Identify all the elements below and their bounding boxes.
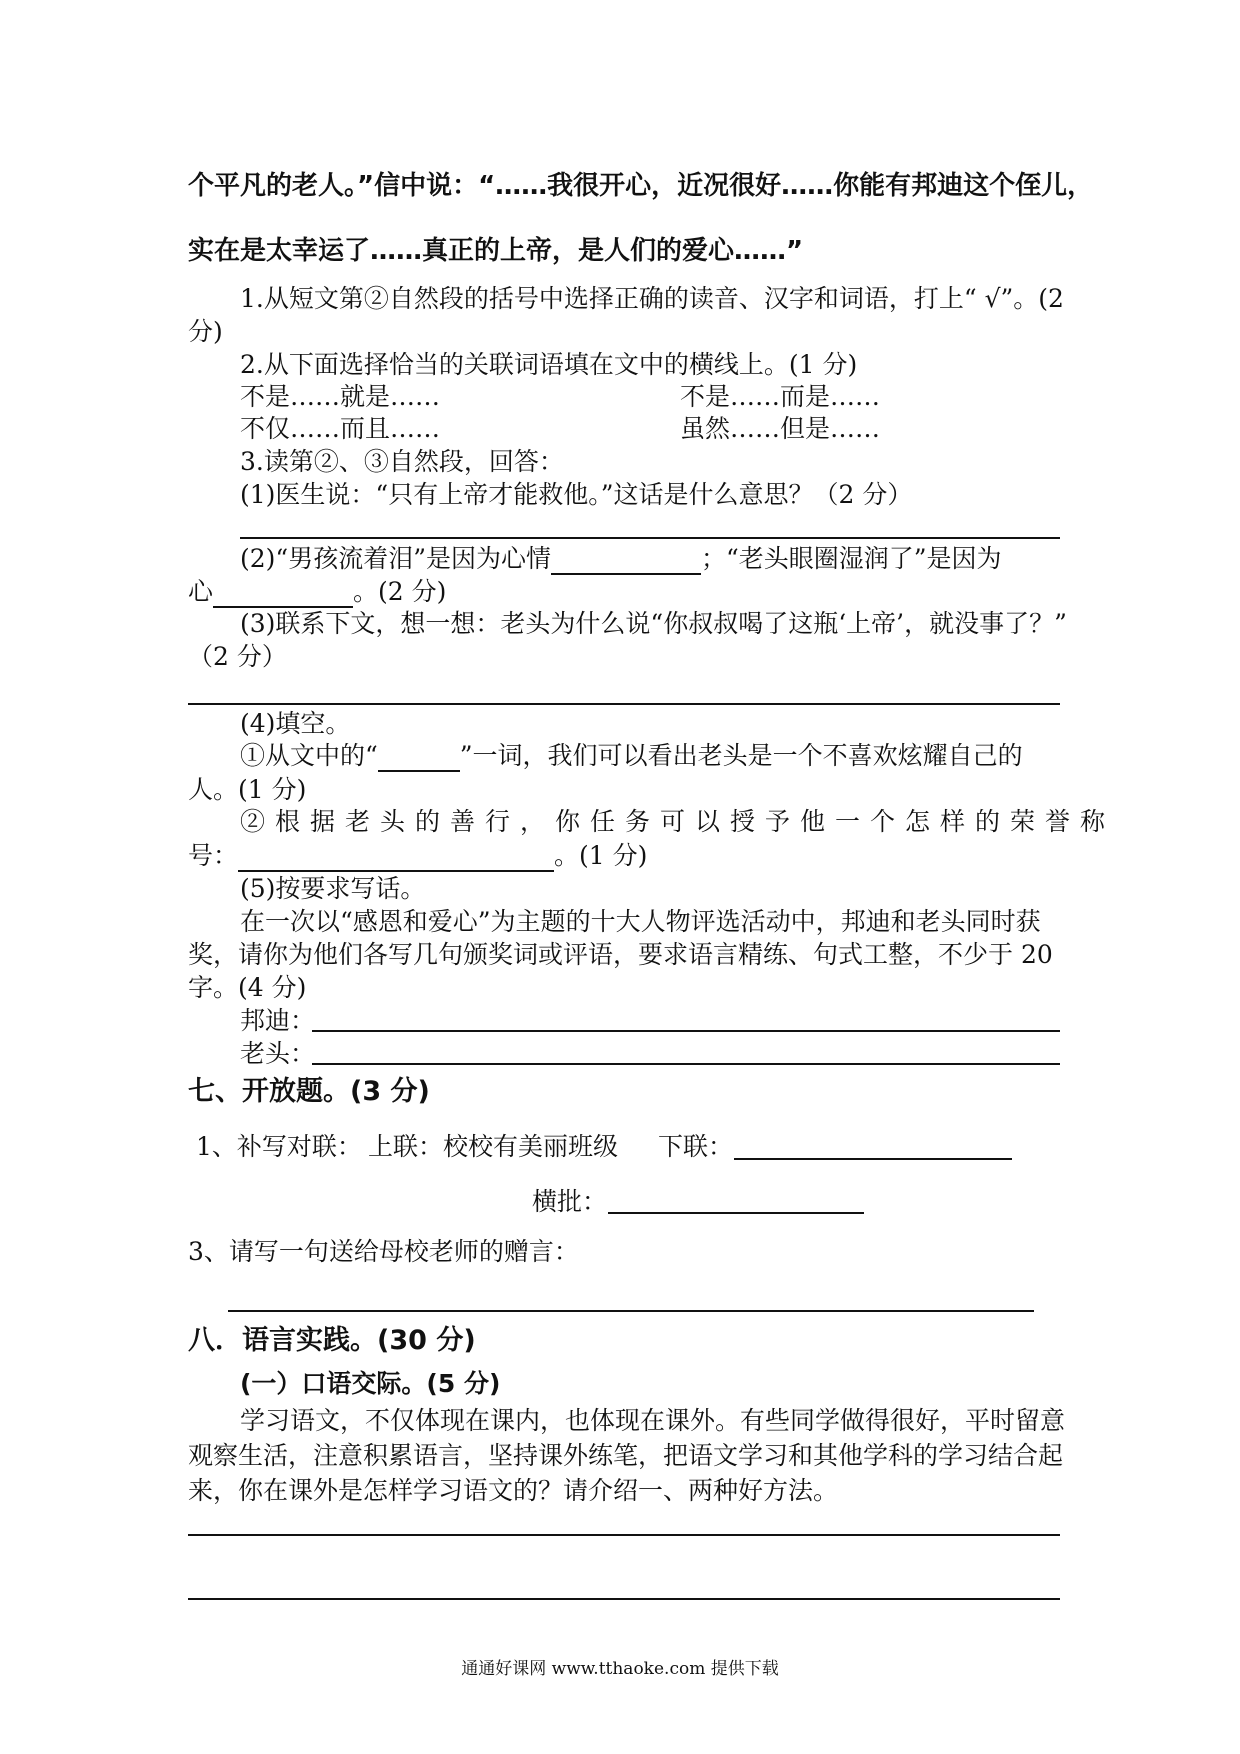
q3-sub5-line-1: 在一次以“感恩和爱心”为主题的十大人物评选活动中，邦迪和老头同时获	[240, 907, 1041, 936]
q3-sub1-answer-line[interactable]	[240, 537, 1060, 539]
q1-line-2: 分)	[188, 317, 223, 346]
q3-sub4-2-line-2	[188, 840, 647, 872]
bangdi-label: 邦迪：	[240, 1006, 316, 1035]
sec7-lower-couplet-label: 下联：	[658, 1132, 734, 1161]
bangdi-answer-line[interactable]	[312, 1030, 1060, 1032]
page-footer: 通通好课网 www.tthaoke.com 提供下载	[461, 1659, 779, 1679]
q3-sub2-text-d: 。(2 分)	[353, 577, 447, 606]
q3-sub2-text-b: ；“老头眼圈湿润了”是因为	[700, 544, 1002, 573]
q2-option-1: 不是……就是……	[240, 382, 441, 411]
q3-sub4: (4)填空。	[240, 709, 351, 738]
q2-option-3: 不仅……而且……	[240, 414, 441, 443]
q3-sub4-1-blank[interactable]	[378, 744, 460, 772]
q2-option-2: 不是……而是……	[680, 382, 881, 411]
passage-line-2: 实在是太幸运了……真正的上帝，是人们的爱心……”	[188, 236, 804, 266]
q3-sub4-2-line-1: ②根据老头的善行，你任务可以授予他一个怎样的荣誉称	[240, 807, 1116, 836]
q3-sub3-answer-line[interactable]	[188, 703, 1060, 705]
q2-option-4: 虽然……但是……	[680, 414, 881, 443]
laotou-answer-line[interactable]	[312, 1063, 1060, 1065]
sec7-q1-label: 1、补写对联：	[196, 1132, 362, 1161]
q1-line-1: 1.从短文第②自然段的括号中选择正确的读音、汉字和词语，打上“ √”。(2	[240, 284, 1064, 313]
q3-sub4-1-text-a: ①从文中的“	[240, 741, 378, 770]
laotou-label: 老头：	[240, 1039, 316, 1068]
sec7-q3-answer-line[interactable]	[228, 1310, 1034, 1312]
q3-sub4-2-text-a: 号：	[188, 841, 239, 870]
q3-sub4-1-text-b: ”一词，我们可以看出老头是一个不喜欢炫耀自己的	[459, 741, 1023, 770]
q3-sub2-text-a: (2)“男孩流着泪”是因为心情	[240, 544, 551, 573]
q3-prompt: 3.读第②、③自然段，回答：	[240, 447, 564, 476]
sec8-answer-line-2[interactable]	[188, 1598, 1060, 1600]
q3-sub5-line-3: 字。(4 分)	[188, 973, 307, 1002]
q2-prompt: 2.从下面选择恰当的关联词语填在文中的横线上。(1 分)	[240, 350, 858, 379]
sec8-answer-line-1[interactable]	[188, 1534, 1060, 1536]
section-7-title: 七、开放题。(3 分)	[188, 1076, 430, 1107]
q3-sub5-line-2: 奖，请你为他们各写几句颁奖词或评语，要求语言精练、句式工整，不少于 20	[188, 940, 1053, 969]
sec8-subsection-1-title: (一）口语交际。(5 分)	[240, 1369, 501, 1398]
sec7-upper-couplet: 上联：校校有美丽班级	[368, 1132, 619, 1161]
sec7-q3: 3、请写一句送给母校老师的赠言：	[188, 1237, 579, 1266]
q3-sub2-blank-2[interactable]	[213, 580, 353, 608]
sec8-paragraph-line-1: 学习语文，不仅体现在课内，也体现在课外。有些同学做得很好，平时留意	[240, 1406, 1066, 1435]
q3-sub4-1-line-1	[240, 740, 1023, 772]
q3-sub3-line-2: （2 分）	[188, 642, 287, 671]
q3-sub1: (1)医生说：“只有上帝才能救他。”这话是什么意思？（2 分）	[240, 480, 913, 509]
q3-sub2-line-2	[188, 576, 446, 608]
q3-sub3-line-1: (3)联系下文，想一想：老头为什么说“你叔叔喝了这瓶‘上帝’，就没事了？”	[240, 609, 1067, 638]
q3-sub2-blank-1[interactable]	[551, 547, 701, 575]
q3-sub5: (5)按要求写话。	[240, 874, 426, 903]
sec7-hengpi-label: 横批：	[532, 1187, 608, 1216]
q3-sub2-text-c: 心	[188, 577, 214, 606]
q3-sub4-2-text-b: 。(1 分)	[554, 841, 648, 870]
q3-sub4-1-line-2: 人。(1 分)	[188, 775, 307, 804]
q3-sub2-line-1	[240, 543, 1002, 575]
passage-line-1: 个平凡的老人。”信中说：“……我很开心，近况很好……你能有邦迪这个侄儿，	[188, 171, 1094, 201]
sec7-lower-couplet-blank[interactable]	[734, 1158, 1012, 1160]
sec8-paragraph-line-2: 观察生活，注意积累语言，坚持课外练笔，把语文学习和其他学科的学习结合起	[188, 1441, 1064, 1470]
section-8-title: 八．语言实践。(30 分)	[188, 1325, 476, 1356]
q3-sub4-2-blank[interactable]	[238, 844, 554, 872]
sec8-paragraph-line-3: 来，你在课外是怎样学习语文的？请介绍一、两种好方法。	[188, 1476, 839, 1505]
sec7-hengpi-blank[interactable]	[608, 1212, 864, 1214]
